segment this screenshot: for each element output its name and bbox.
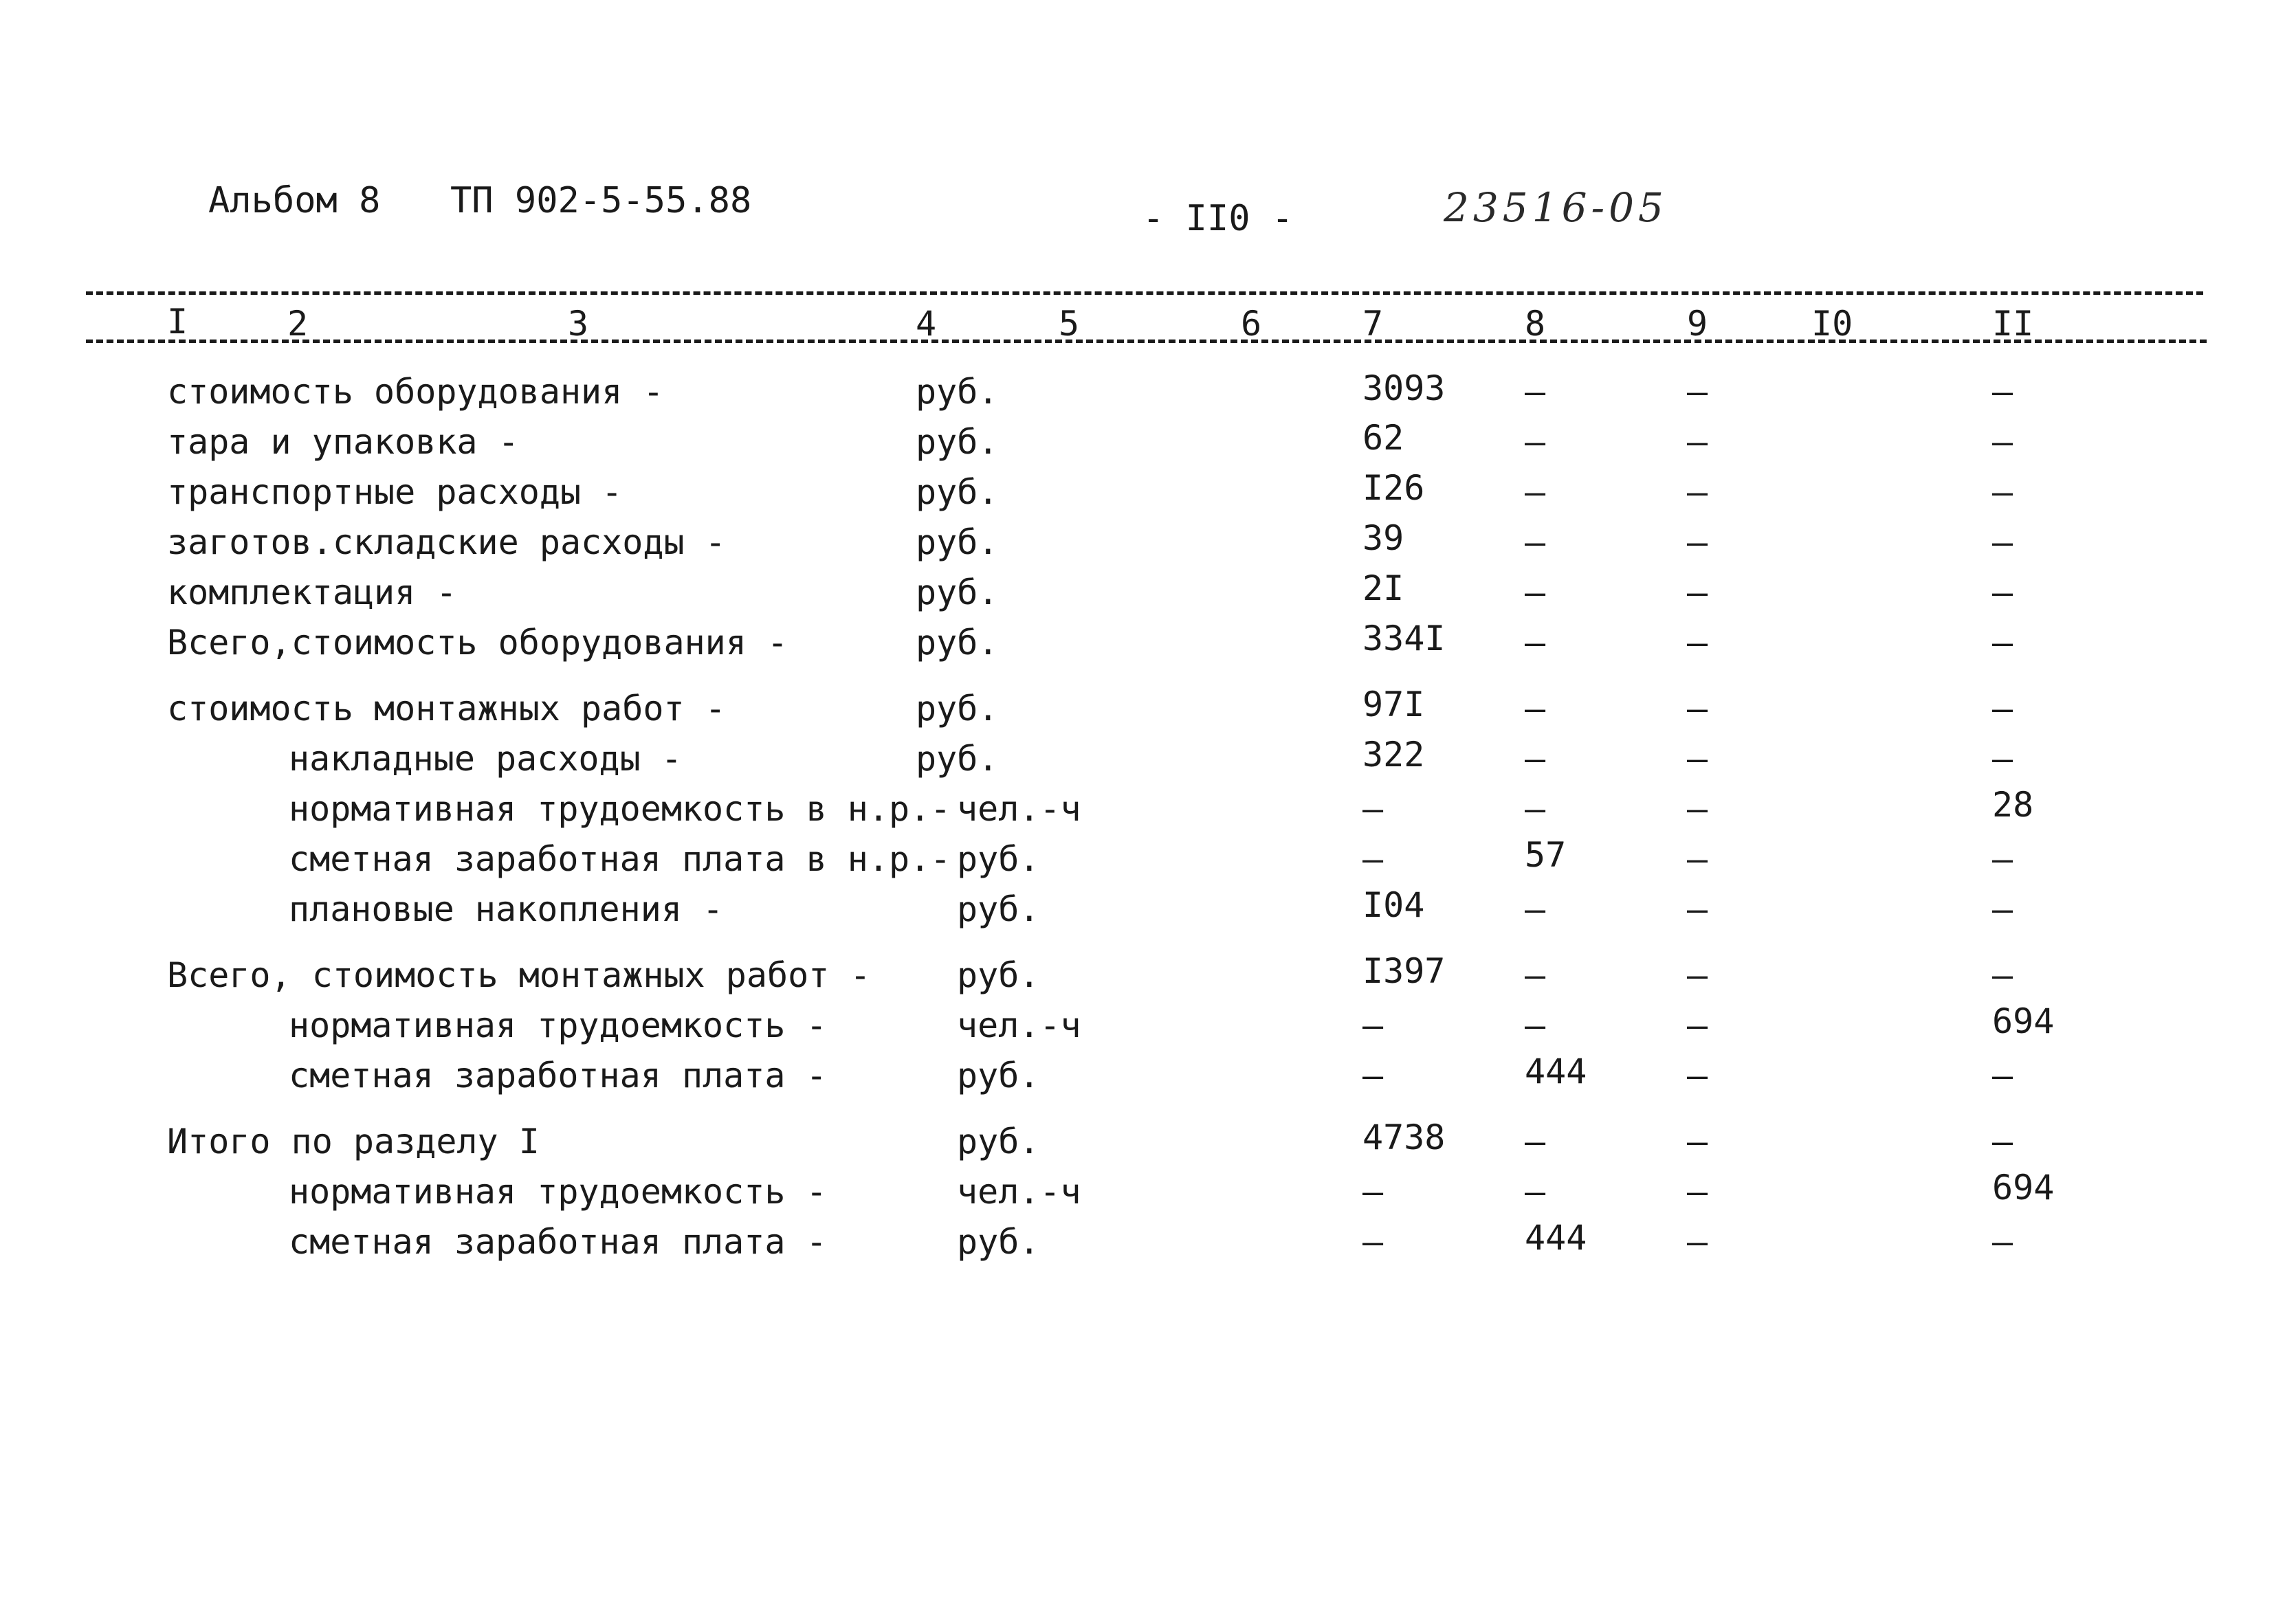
row-col8: – xyxy=(1525,739,1546,779)
row-col7: I397 xyxy=(1362,951,1446,991)
column-number-2: 2 xyxy=(287,304,309,344)
row-name: Всего,стоимость оборудования - xyxy=(167,623,788,663)
row-col11: 28 xyxy=(1992,785,2034,825)
column-number-4: 4 xyxy=(916,304,937,344)
row-col11: – xyxy=(1992,739,2013,779)
project-code: ТП 902-5-55.88 xyxy=(450,180,752,221)
row-unit: чел.-ч xyxy=(957,1172,1081,1212)
row-unit: руб. xyxy=(916,372,999,412)
row-unit: руб. xyxy=(916,623,999,663)
row-col11: – xyxy=(1992,472,2013,512)
row-col9: – xyxy=(1687,522,1708,562)
row-col8: – xyxy=(1525,955,1546,995)
row-name: стоимость монтажных работ - xyxy=(167,689,726,728)
row-col9: – xyxy=(1687,955,1708,995)
row-col9: – xyxy=(1687,839,1708,879)
row-name: сметная заработная плата - xyxy=(289,1056,827,1095)
row-col8: – xyxy=(1525,422,1546,462)
row-col7: 2I xyxy=(1362,568,1404,608)
row-col11: – xyxy=(1992,839,2013,879)
row-col7: 322 xyxy=(1362,735,1425,775)
row-unit: чел.-ч xyxy=(957,789,1081,829)
row-col11: – xyxy=(1992,955,2013,995)
column-number-11: II xyxy=(1992,304,2034,344)
row-col9: – xyxy=(1687,1222,1708,1262)
row-col8: – xyxy=(1525,372,1546,412)
row-unit: руб. xyxy=(916,572,999,612)
row-col8: – xyxy=(1525,789,1546,829)
row-name: плановые накопления - xyxy=(289,889,724,929)
column-number-8: 8 xyxy=(1525,304,1546,344)
row-col9: – xyxy=(1687,1056,1708,1095)
header-rule-top xyxy=(86,291,2203,295)
row-col9: – xyxy=(1687,889,1708,929)
row-col8: – xyxy=(1525,889,1546,929)
row-col8: 57 xyxy=(1525,835,1567,875)
row-col8: 444 xyxy=(1525,1052,1587,1091)
row-col8: – xyxy=(1525,1122,1546,1161)
row-col7: – xyxy=(1362,839,1384,879)
row-name: Итого по разделу I xyxy=(167,1122,540,1161)
row-name: стоимость оборудования - xyxy=(167,372,664,412)
row-col8: – xyxy=(1525,572,1546,612)
row-col9: – xyxy=(1687,739,1708,779)
row-col8: – xyxy=(1525,1172,1546,1212)
row-name: сметная заработная плата - xyxy=(289,1222,827,1262)
row-col11: 694 xyxy=(1992,1001,2055,1041)
row-col11: – xyxy=(1992,889,2013,929)
row-name: нормативная трудоемкость - xyxy=(289,1172,827,1212)
row-col9: – xyxy=(1687,789,1708,829)
row-col11: – xyxy=(1992,522,2013,562)
row-col11: – xyxy=(1992,623,2013,663)
column-number-1: I xyxy=(167,302,188,342)
album-label: Альбом 8 xyxy=(208,180,381,221)
row-unit: руб. xyxy=(957,955,1040,995)
row-unit: руб. xyxy=(916,422,999,462)
page-number: - II0 - xyxy=(1142,198,1294,239)
row-name: комплектация - xyxy=(167,572,457,612)
row-col9: – xyxy=(1687,1005,1708,1045)
row-name: накладные расходы - xyxy=(289,739,682,779)
row-col9: – xyxy=(1687,572,1708,612)
row-col7: 334I xyxy=(1362,619,1446,658)
row-col7: – xyxy=(1362,1222,1384,1262)
row-name: нормативная трудоемкость в н.р.- xyxy=(289,789,951,829)
row-name: Всего, стоимость монтажных работ - xyxy=(167,955,871,995)
row-name: тара и упаковка - xyxy=(167,422,519,462)
row-col9: – xyxy=(1687,623,1708,663)
row-col9: – xyxy=(1687,1122,1708,1161)
row-col8: – xyxy=(1525,623,1546,663)
row-col11: – xyxy=(1992,1056,2013,1095)
row-name: сметная заработная плата в н.р.- xyxy=(289,839,951,879)
row-unit: руб. xyxy=(957,1122,1040,1161)
row-unit: руб. xyxy=(957,1056,1040,1095)
row-col7: 3093 xyxy=(1362,368,1446,408)
row-unit: руб. xyxy=(957,1222,1040,1262)
row-col11: – xyxy=(1992,689,2013,728)
row-col7: I26 xyxy=(1362,468,1425,508)
column-number-5: 5 xyxy=(1059,304,1080,344)
row-name: нормативная трудоемкость - xyxy=(289,1005,827,1045)
row-unit: руб. xyxy=(957,889,1040,929)
sheet-code-handwritten: 23516-05 xyxy=(1444,184,1668,231)
row-name: транспортные расходы - xyxy=(167,472,623,512)
row-col7: – xyxy=(1362,789,1384,829)
row-col11: – xyxy=(1992,1122,2013,1161)
row-col11: – xyxy=(1992,1222,2013,1262)
row-col11: – xyxy=(1992,422,2013,462)
row-col9: – xyxy=(1687,422,1708,462)
row-col11: 694 xyxy=(1992,1168,2055,1208)
column-number-3: 3 xyxy=(568,304,589,344)
row-unit: руб. xyxy=(916,522,999,562)
row-col7: – xyxy=(1362,1056,1384,1095)
row-col7: 39 xyxy=(1362,518,1404,558)
column-number-7: 7 xyxy=(1362,304,1384,344)
row-col11: – xyxy=(1992,572,2013,612)
row-col7: 4738 xyxy=(1362,1117,1446,1157)
row-col8: – xyxy=(1525,522,1546,562)
row-unit: руб. xyxy=(916,472,999,512)
row-col8: – xyxy=(1525,472,1546,512)
row-unit: руб. xyxy=(916,689,999,728)
row-col9: – xyxy=(1687,689,1708,728)
row-col9: – xyxy=(1687,472,1708,512)
column-number-9: 9 xyxy=(1687,304,1708,344)
row-col11: – xyxy=(1992,372,2013,412)
row-col9: – xyxy=(1687,1172,1708,1212)
row-col7: 97I xyxy=(1362,685,1425,724)
row-col7: 62 xyxy=(1362,418,1404,458)
row-col8: – xyxy=(1525,689,1546,728)
row-col7: – xyxy=(1362,1005,1384,1045)
header-rule-bottom xyxy=(86,340,2207,343)
row-col7: I04 xyxy=(1362,885,1425,925)
row-col8: – xyxy=(1525,1005,1546,1045)
row-col8: 444 xyxy=(1525,1218,1587,1258)
row-name: заготов.складские расходы - xyxy=(167,522,726,562)
row-unit: чел.-ч xyxy=(957,1005,1081,1045)
row-unit: руб. xyxy=(916,739,999,779)
row-unit: руб. xyxy=(957,839,1040,879)
row-col7: – xyxy=(1362,1172,1384,1212)
column-number-6: 6 xyxy=(1241,304,1262,344)
column-number-10: I0 xyxy=(1811,304,1853,344)
row-col9: – xyxy=(1687,372,1708,412)
